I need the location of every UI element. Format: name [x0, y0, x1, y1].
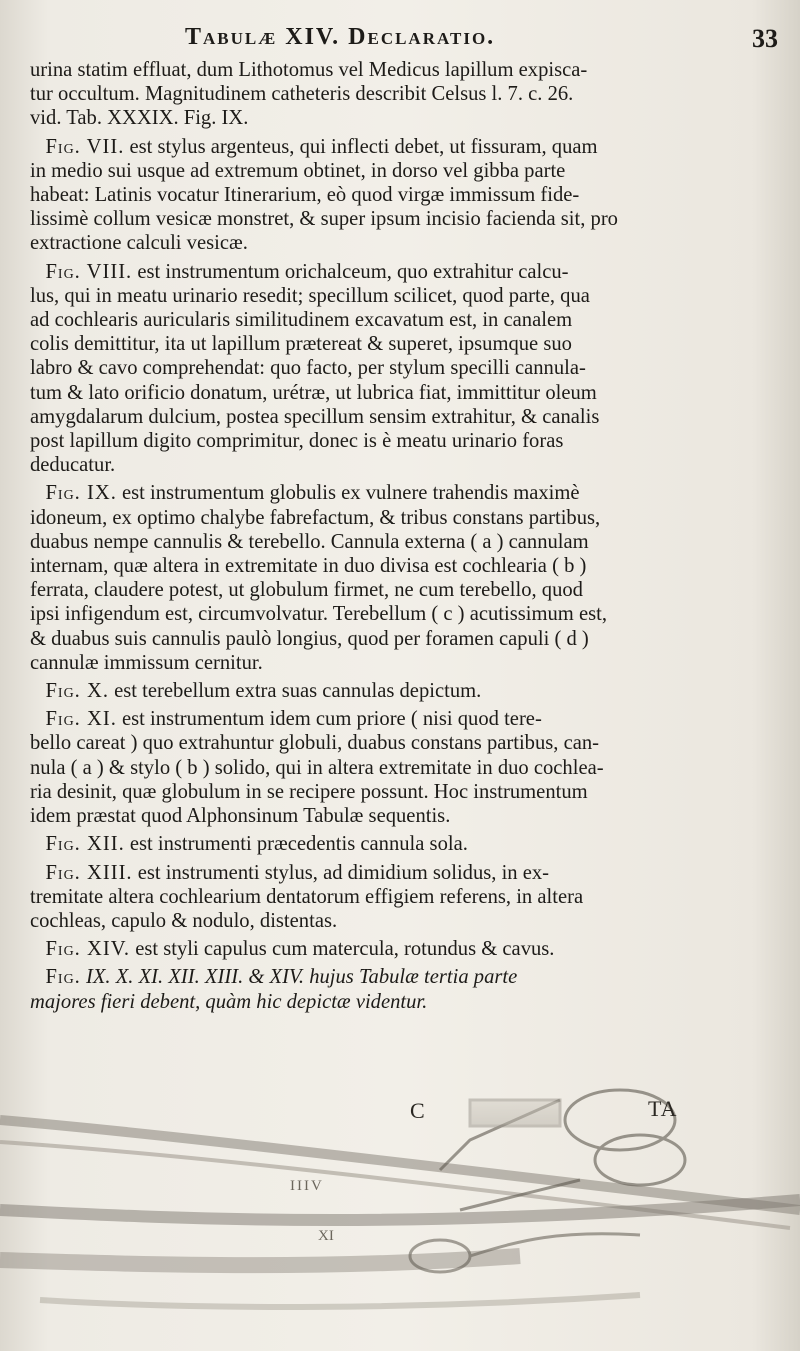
text-line: & duabus suis cannulis paulò longius, quod per foramen capuli ( d ) [30, 627, 589, 650]
fig9-paragraph-line [30, 481, 782, 505]
text-line: ad cochlearis auricularis similitudinem excavatum est, in canalem [30, 309, 573, 332]
text-line: tur occultum. Magnitudinem catheteris describit Celsus l. 7. c. 26. [30, 83, 574, 106]
fig11-text: est instrumentum idem cum priore ( nisi quod tere- [122, 708, 542, 731]
engraved-plate-fragment [0, 1060, 800, 1351]
figs-note-line-2 [30, 990, 782, 1014]
text-line: bello careat ) quo extrahuntur globuli, duabus constans partibus, can- [30, 732, 600, 755]
text-line: tum & lato orificio donatum, urétræ, ut lubrica fiat, immittitur oleum [30, 381, 597, 404]
figs-note-line [30, 965, 782, 989]
figs-note-text-2: majores fieri debent, quàm hic depictæ videntur. [30, 990, 428, 1013]
fig7-paragraph-line [30, 135, 782, 159]
fig11-paragraph-line [30, 707, 782, 731]
fig9-label: Fig. IX. [45, 482, 117, 505]
page-body-text [30, 58, 782, 1014]
fig8-label: Fig. VIII. [45, 260, 133, 283]
fig7-text: est stylus argenteus, qui inflecti debet, ut fissuram, quam [129, 135, 598, 158]
fig12-label: Fig. XII. [45, 833, 125, 856]
plate-label-xi: XI [318, 1228, 334, 1244]
text-line: idem præstat quod Alphonsinum Tabulæ sequentis. [30, 805, 451, 828]
fig10-label: Fig. X. [45, 680, 109, 703]
text-line: lus, qui in meatu urinario resedit; specillum scilicet, quod parte, qua [30, 284, 590, 307]
header-title: Tabulæ XIV. Declaratio. [185, 24, 496, 50]
text-line: cochleas, capulo & nodulo, distentas. [30, 909, 338, 932]
fig10-text: est terebellum extra suas cannulas depictum. [114, 680, 482, 703]
text-line: cannulæ immissum cernitur. [30, 651, 263, 674]
text-line: nula ( a ) & stylo ( b ) solido, qui in altera extremitate in duo cochlea- [30, 756, 604, 779]
fig8-paragraph-line [30, 260, 782, 284]
fig13-label: Fig. XIII. [45, 861, 133, 884]
text-line: internam, quæ altera in extremitate in duo divisa est cochlearia ( b ) [30, 555, 587, 578]
text-line: amygdalarum dulcium, postea specillum sensim extrahitur, & canalis [30, 405, 600, 428]
fig13-paragraph-line [30, 861, 782, 885]
surgical-instruments-illustration [0, 1060, 800, 1351]
fig8-text: est instrumentum orichalceum, quo extrahitur calcu- [137, 260, 569, 283]
fig13-text: est instrumenti stylus, ad dimidium solidus, in ex- [137, 861, 550, 884]
text-line: duabus nempe cannulis & terebello. Cannula externa ( a ) cannulam [30, 530, 589, 553]
text-line: colis demittitur, ita ut lapillum prætereat & superet, ipsumque suo [30, 333, 572, 356]
text-line: labro & cavo comprehendat: quo facto, per stylum specilli cannula- [30, 357, 586, 380]
fig10-paragraph-line [30, 679, 782, 703]
text-line: lissimè collum vesicæ monstret, & super ipsum incisio facienda sit, pro [30, 208, 618, 231]
text-line: in medio sui usque ad extremum obtinet, in dorso vel gibba parte [30, 159, 566, 182]
text-line: ria desinit, quæ globulum in se recipere possunt. Hoc instrumentum [30, 780, 588, 803]
text-line: deducatur. [30, 454, 116, 477]
fig14-label: Fig. XIV. [45, 938, 131, 961]
plate-label-c: C [410, 1098, 425, 1123]
fig7-label: Fig. VII. [45, 135, 125, 158]
plate-label-iiiv: IIIV [290, 1178, 324, 1194]
text-line: urina statim effluat, dum Lithotomus vel Medicus lapillum expisca- [30, 59, 588, 81]
fig12-text: est instrumenti præcedentis cannula sola. [129, 833, 468, 856]
running-header [0, 22, 800, 56]
page-number: 33 [752, 24, 778, 53]
text-line: vid. Tab. XXXIX. Fig. IX. [30, 107, 249, 130]
figs-note-label: Fig. [45, 966, 81, 989]
fig14-paragraph-line [30, 937, 782, 961]
text-line: post lapillum digito comprimitur, donec is è meatu urinario foras [30, 430, 564, 453]
fig9-text: est instrumentum globulis ex vulnere trahendis maximè [122, 482, 580, 505]
text-line: tremitate altera cochlearium dentatorum effigiem referens, in altera [30, 885, 584, 908]
text-line: ferrata, claudere potest, ut globulum firmet, ne cum terebello, quod [30, 579, 583, 602]
text-line: extractione calculi vesicæ. [30, 232, 248, 255]
plate-label-ta: TA [648, 1096, 678, 1121]
fig12-paragraph-line [30, 832, 782, 856]
text-line: ipsi infigendum est, circumvolvatur. Terebellum ( c ) acutissimum est, [30, 603, 607, 626]
text-line: idoneum, ex optimo chalybe fabrefactum, & tribus constans partibus, [30, 506, 601, 529]
fig11-label: Fig. XI. [45, 708, 117, 731]
figs-note-text: IX. X. XI. XII. XIII. & XIV. hujus Tabulæ tertia parte [85, 966, 518, 989]
text-line: habeat: Latinis vocatur Itinerarium, eò quod virgæ immissum fide- [30, 184, 580, 207]
fig14-text: est styli capulus cum matercula, rotundus & cavus. [135, 938, 555, 961]
